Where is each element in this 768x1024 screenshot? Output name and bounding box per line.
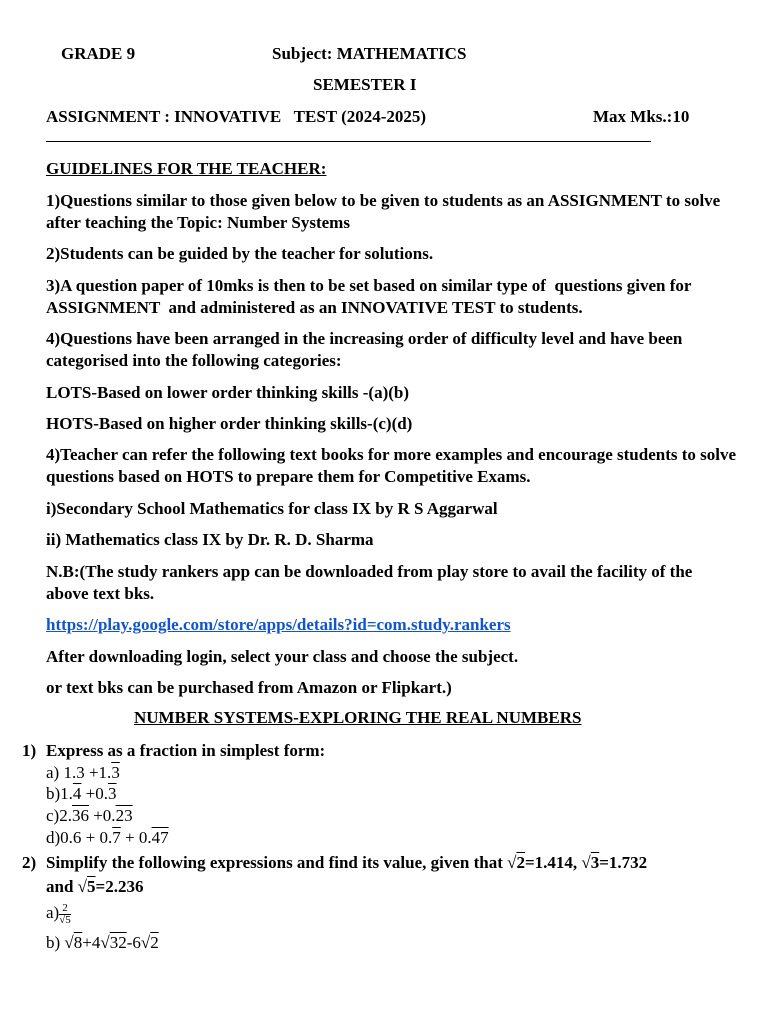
- lots-category: LOTS-Based on lower order thinking skills -(a)(b): [46, 383, 410, 402]
- q1-part-d: d)0.6 + 0.7 + 0.47: [46, 828, 169, 847]
- sqrt-5: √5: [77, 877, 96, 896]
- purchase-note: or text bks can be purchased from Amazon or Flipkart.): [46, 678, 452, 697]
- guideline-3: 3)A question paper of 10mks is then to be set based on similar type of questions given for ASSIGNMENT and administered as an INNOVATIVE TEST to students.: [46, 276, 695, 317]
- q1-number: 1): [22, 741, 37, 760]
- max-marks: Max Mks.:10: [593, 107, 690, 126]
- guideline-4: 4)Questions have been arranged in the increasing order of difficulty level and have been categorised into the following categories:: [46, 329, 683, 370]
- play-store-link[interactable]: https://play.google.com/store/apps/details?id=com.study.rankers: [46, 615, 511, 634]
- semester-label: SEMESTER I: [313, 75, 417, 94]
- guideline-1: 1)Questions similar to those given below to be given to students as an ASSIGNMENT to solve after teaching the Topic: Number Systems: [46, 191, 721, 232]
- q2-text-line1: Simplify the following expressions and find its value, given that √2=1.414, √3=1.732: [46, 853, 648, 872]
- sqrt-2: √2: [507, 853, 525, 872]
- nb-note: N.B:(The study rankers app can be downloaded from play store to avail the facility of the above text bks.: [46, 562, 693, 603]
- q1-part-c: c)2.36 +0.23: [46, 806, 133, 825]
- download-instructions: After downloading login, select your class and choose the subject.: [46, 647, 519, 666]
- grade-label: GRADE 9: [61, 44, 136, 63]
- subject-label: Subject: MATHEMATICS: [272, 44, 467, 63]
- assignment-title: ASSIGNMENT : INNOVATIVE TEST (2024-2025): [46, 107, 427, 126]
- guideline-5: 4)Teacher can refer the following text books for more examples and encourage students to solve questions based on HOTS to prepare them for Competitive Exams.: [46, 445, 737, 486]
- textbook-2: ii) Mathematics class IX by Dr. R. D. Sharma: [46, 530, 374, 549]
- sqrt-3: √3: [581, 853, 600, 872]
- q1-text: Express as a fraction in simplest form:: [46, 741, 326, 760]
- fraction: $\frac{2}{√5}$: [59, 901, 71, 926]
- q2-part-b: b) √8+4√32-6√2: [46, 933, 159, 952]
- guidelines-title: GUIDELINES FOR THE TEACHER:: [46, 159, 327, 178]
- q2-text-line2: and √5=2.236: [46, 877, 144, 896]
- q1-part-a: a) 1.3 +1.3: [46, 763, 120, 782]
- q1-part-b: b)1.4 +0.3: [46, 784, 117, 803]
- q2-part-a: a) $\frac{2}{√5}$: [46, 901, 71, 926]
- guideline-2: 2)Students can be guided by the teacher for solutions.: [46, 244, 434, 263]
- header-divider: [46, 141, 651, 142]
- q2-number: 2): [22, 853, 37, 872]
- section-title: NUMBER SYSTEMS-EXPLORING THE REAL NUMBERS: [134, 708, 582, 727]
- hots-category: HOTS-Based on higher order thinking skills-(c)(d): [46, 414, 413, 433]
- textbook-1: i)Secondary School Mathematics for class IX by R S Aggarwal: [46, 499, 498, 518]
